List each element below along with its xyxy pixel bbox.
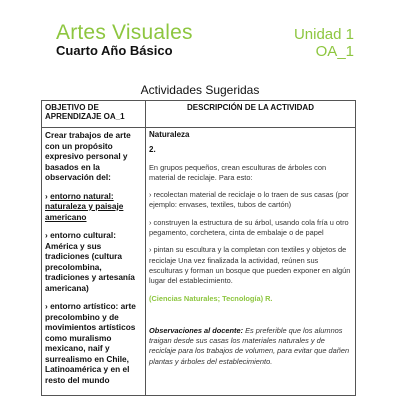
objective-item-natural (45, 191, 142, 223)
objective-column-header: OBJETIVO DE APRENDIZAJE OA_1 (42, 101, 146, 128)
objective-cell (42, 128, 146, 396)
observations-label: Observaciones al docente: (149, 325, 244, 335)
objective-item-cultural: › entorno cultural: América y sus tradiciones (cultura precolombina, tradiciones y artesanía americana) (45, 230, 135, 293)
unit-label: Unidad 1 (293, 26, 354, 43)
activity-intro: En grupos pequeños, crean esculturas de árboles con material de reciclaje. Para esto: (149, 162, 327, 182)
objective-intro: Crear trabajos de arte con un propósito expresivo personal y basados en la observación del: (45, 130, 131, 182)
subject-title: Artes Visuales (56, 21, 193, 44)
activity-step: › construyen la estructura de su árbol, usando cola fría u otro pegamento, corchetera, cinta de embalaje o de papel (149, 217, 349, 238)
activity-crossref: (Ciencias Naturales; Tecnología) R. (149, 293, 273, 303)
arrow-bullet: › (45, 190, 51, 201)
activity-step: › pintan su escultura y la completan con textiles y objetos de reciclaje Una vez finalizada la actividad, reúnen sus esculturas y forman un bosque que pueden exponer en algún lugar del establecimiento. (149, 245, 351, 286)
teacher-observations (149, 326, 352, 367)
activities-table (41, 100, 356, 396)
activity-number: 2. (149, 145, 156, 155)
grade-label: Cuarto Año Básico (56, 43, 173, 58)
objective-item-natural-text: entorno natural: naturaleza y paisaje americano (45, 190, 124, 222)
oa-label: OA_1 (315, 43, 354, 60)
activity-cell (146, 128, 356, 396)
table-row (42, 128, 356, 396)
section-title: Actividades Sugeridas (140, 83, 260, 97)
description-column-header: DESCRIPCIÓN DE LA ACTIVIDAD (146, 101, 356, 128)
observations-text: Es preferible que los alumnos traigan desde sus casas los materiales naturales y de reciclaje para los trabajos de volumen, para evitar que dañen plantas y árboles del establecimiento. (149, 325, 350, 366)
table-header-row (42, 101, 356, 128)
activity-theme: Naturaleza (149, 130, 190, 139)
activity-step: › recolectan material de reciclaje o lo traen de sus casas (por ejemplo: envases, textiles, tubos de cartón) (149, 190, 349, 210)
objective-item-artistic: › entorno artístico: arte precolombino y de movimientos artísticos como muralismo mexicano, naif y surrealismo en Chile, Latinoamérica y en el resto del mundo (45, 301, 136, 385)
